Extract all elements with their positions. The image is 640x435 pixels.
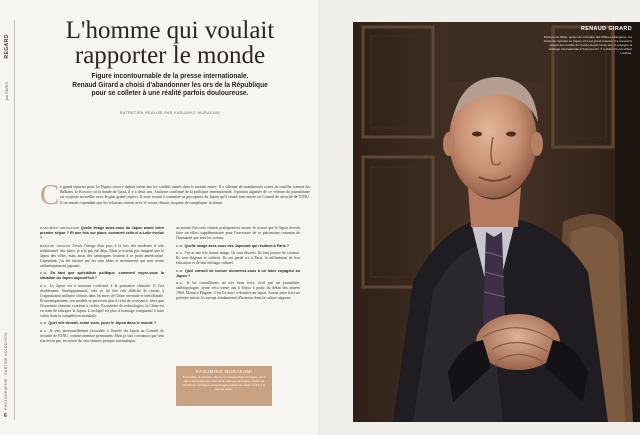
question-text: Quelle image avez-vous des Japonais qui résident à Paris ? (184, 243, 290, 248)
interview-credit: ENTRETIEN RÉALISÉ PAR KASUMIKO MURAKAMI (119, 111, 221, 115)
interview-answer (176, 251, 300, 266)
subtitle-line: Renaud Girard a choisi d'abandonner les ors de la République (72, 79, 268, 89)
question-text: Quel rôle devrait, selon vous, jouer le Japon dans le monde ? (48, 321, 157, 326)
article-title: L'homme qui voulait rapporter le monde (65, 17, 275, 69)
answer-text: au moins d'un veto chinois pratiquement assuré. Je trouve que le Japon devrait faire un effort supplémentaire pour l'ouverture de ce patrimoine commun de l'humanité que sont les océans. (176, 226, 300, 240)
interview-answer (40, 284, 164, 319)
interview-answer (176, 281, 300, 301)
speaker-tag: RENAUD GIRARD (40, 243, 71, 248)
article-subtitle (50, 72, 289, 98)
speaker-tag: R.G. (40, 283, 48, 288)
photo-credit: PHOTOGRAPHIE : KARTINE VOLODYSTA (4, 332, 8, 410)
interview-answer (40, 244, 164, 269)
text-column-right (176, 226, 300, 304)
speaker-tag: KASUMIKO MURAKAMI (40, 226, 80, 230)
subtitle-line: pour se colleter à une réalité parfois douloureuse. (91, 88, 249, 98)
interview-answer (40, 329, 164, 344)
intro-paragraph: e grand reporter pour Le Figaro couvre depuis trente ans les conflits armés dans le monde entier. Il a sillonné de nombreuses zones de conflits comme les Balkans, le Kosovo ou la bande de Gaza, il y a deux ans. Analyste confirmé de la politique internationale, l'opinion aiguisée de ce vétéran du journalisme est toujours accueillie avec le plus grand respect. Il nous restait à connaître sa perception du Japon qu'il venait bien entrer au Conseil de sécurité de l'ONU. Il reconnaît cependant que les relations restent avec le voisin chinois risquent de compliquer la donne. (60, 184, 310, 205)
drop-cap: C (40, 179, 60, 211)
speaker-tag: R.G. (176, 251, 184, 256)
interview-answer (176, 226, 300, 241)
interview-question (40, 226, 164, 241)
page-number: 6 (4, 413, 7, 419)
bio-text: Journaliste et écrivain, elle est correspondante du Figaro, dont elle a été longtemps chef de la rubrique étrangère. Auteur de nombreux ouvrages et reportages publiés au Japon et dans le monde entier. (182, 375, 266, 391)
speaker-tag: R.G. (176, 281, 184, 286)
magazine-label: pm PARIS (4, 82, 9, 101)
question-text: Quel conseil de lecture donneriez-vous à un futur voyageur au Japon ? (176, 268, 300, 278)
interview-question (176, 244, 300, 249)
speaker-tag: R.G. (40, 328, 48, 333)
bio-title: KASUMIKO MURAKAMI (195, 369, 253, 374)
photo-caption-name: RENAUD GIRARD (580, 26, 632, 32)
question-text: En tant que spécialiste politique, comment voyez-vous la situation du Japon aujourd'hui ? (40, 271, 164, 281)
section-label: REGARD (4, 34, 10, 59)
speaker-tag: K.M. (176, 243, 184, 248)
answer-text: Je suis personnellement favorable à l'entrée du Japon au Conseil de sécurité de l'ONU, comme membre permanent. Mais je suis convaincu que cela n'arrivera pas, en raison du veto chinois presque automatique. (40, 328, 164, 343)
author-bio-box (176, 366, 272, 406)
speaker-tag: K.M. (40, 321, 48, 326)
portrait-illustration (353, 22, 640, 422)
portrait-photo (353, 22, 640, 422)
answer-text: Je lui conseillerais un très beau livre, écrit par un journaliste, anthropologue, ayant vécu trente ans à Tokyo à partir du début des années 1960, Maurice Pinguet. C'est La mort volontaire au Japon. Aucun autre livre ne présente mieux le concept fondamental d'honneur dans la culture nippone. (176, 281, 300, 301)
answer-text: Le Japon est à nouveau confronté à la puissance chinoise. Il l'est doublement. Stratégiquement, cela va lui être très difficile de réussir à l'organisation militaire chinois dans les mers de Chine orientale et méridionale. Économiquement, son modèle se percevait plus à celui de croissance, alors que l'économie chinoise continue à croître. En matière de technologies, la Chine est en train de rattraper le Japon. L'archipel n'a plus d'avantage comparatif à faire valoir dans la compétition mondiale. (40, 283, 164, 318)
subtitle-line: Figure incontournable de la presse internationale. (91, 71, 249, 80)
photo-caption-text: Diplômé de l'ENA, ancien du ministère des Affaires étrangères, il a choisi de rejoindre Le Figaro où il est grand reporter. Il a couvert la plupart des conflits du monde depuis trente ans. Il enseigne la stratégie internationale à Sciences Po. Il a obtenu le prix Albert Londres. (543, 35, 632, 55)
text-column-left (40, 226, 164, 347)
interview-question (40, 321, 164, 326)
speaker-tag: K.M. (40, 271, 48, 276)
speaker-tag: K.M. (176, 268, 184, 273)
answer-text: J'avais l'image d'un pays à la fois très moderne et très traditionnel. Sur place, je n'ai pas été déçu. Mais je n'avais pas imaginé que la Japon des villes, mais aussi des campagnes seraient à ce point américanisé. Cependant, j'ai été fasciné par les rues bêtes et monuments qui sont restés authentiquement japonais. (40, 243, 164, 268)
side-rule (14, 20, 15, 420)
question-text: Quelle image aviez-vous du Japon avant votre premier séjour ? Et une fois sur place, comment celle-ci a-t-elle évolué ? (40, 226, 164, 240)
interview-question (176, 269, 300, 279)
interview-question (40, 271, 164, 281)
answer-text: J'en ai une très bonne image. Ils sont discrets. Ils font preuve de civisme. Ils sont élégants et cultivés. Ils ont gardé ici, à Paris, la raffinement de leur éducation et de leur héritage culturel. (176, 251, 300, 266)
